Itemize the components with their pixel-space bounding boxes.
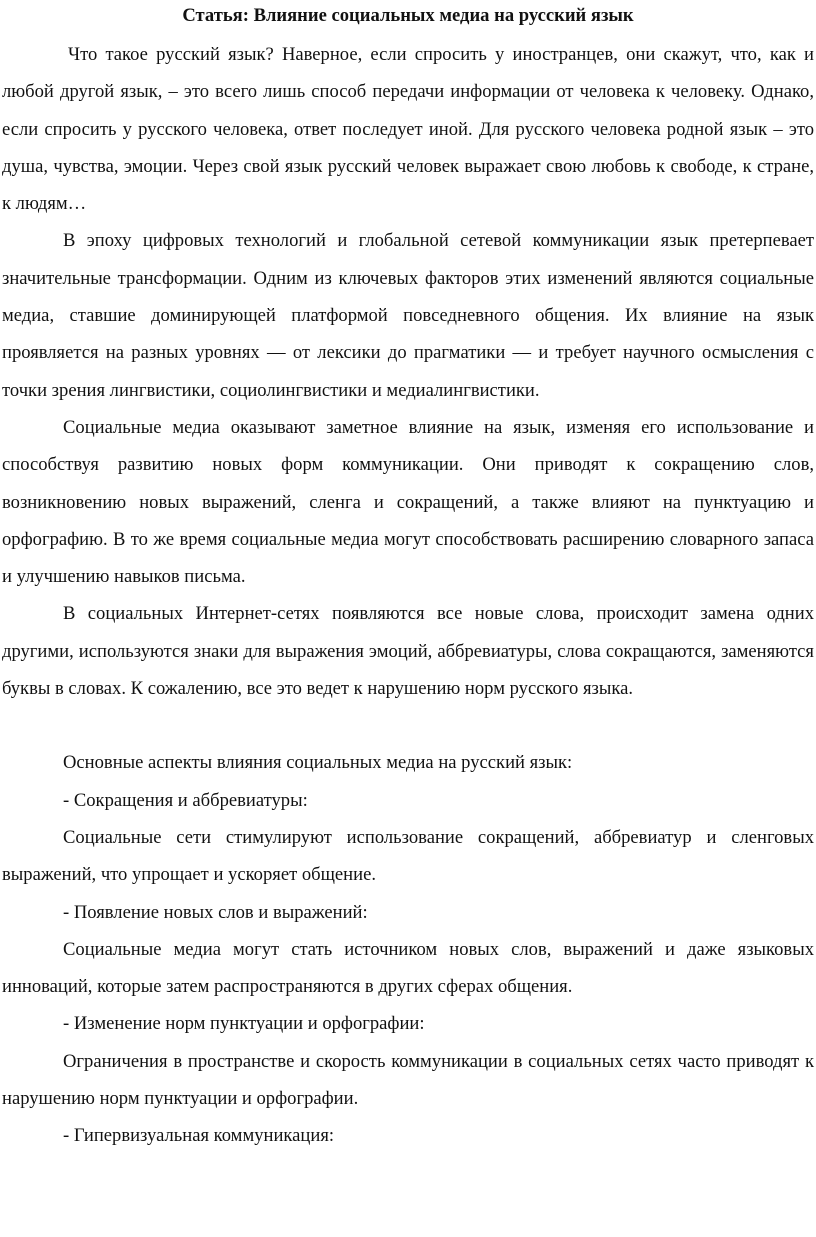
aspect-text-punctuation: Ограничения в пространстве и скорость коммуникации в социальных сетях часто приводят к нарушению норм пунктуации и орфографии. (2, 1050, 814, 1110)
paragraph-intro: Что такое русский язык? Наверное, если спросить у иностранцев, они скажут, что, как и любой другой язык, – это всего лишь способ передачи информации от человека к человеку. Однако, если спросить у русского человека, ответ последует иной. Для русского человека родной язык – это душа, чувства, эмоции. Через свой язык русский человек выражает свою любовь к свободе, к стране, к людям… (2, 44, 814, 215)
aspect-heading-hypervisual: - Гипервизуальная коммуникация: (63, 1125, 335, 1147)
aspect-heading-punctuation: - Изменение норм пунктуации и орфографии: (63, 1013, 425, 1035)
paragraph-digital-era: В эпоху цифровых технологий и глобальной сетевой коммуникации язык претерпевает значительные трансформации. Одним из ключевых факторов этих изменений являются социальные медиа, ставшие доминирующей платформой повседневного общения. Их влияние на язык проявляется на разных уровнях — от лексики до прагматики — и требует научного осмысления с точки зрения лингвистики, социолингвистики и медиалингвистики. (2, 230, 814, 401)
aspect-heading-abbreviations: - Сокращения и аббревиатуры: (63, 789, 308, 811)
aspect-heading-new-words: - Появление новых слов и выражений: (63, 901, 368, 923)
aspects-heading: Основные аспекты влияния социальных медиа на русский язык: (63, 752, 573, 774)
document-title: Статья: Влияние социальных медиа на русский язык (182, 5, 634, 26)
aspect-text-abbreviations: Социальные сети стимулируют использование сокращений, аббревиатур и сленговых выражений, что упрощает и ускоряет общение. (2, 826, 814, 886)
blank-line (2, 707, 814, 744)
paragraph-social-media-influence: Социальные медиа оказывают заметное влияние на язык, изменяя его использование и способствуя развитию новых форм коммуникации. Они приводят к сокращению слов, возникновению новых выражений, сленга и сокращений, а также влияют на пунктуацию и орфографию. В то же время социальные медиа могут способствовать расширению словарного запаса и улучшению навыков письма. (2, 416, 814, 588)
aspect-text-new-words: Социальные медиа могут стать источником новых слов, выражений и даже языковых инноваций, которые затем распространяются в других сферах общения. (2, 938, 814, 998)
paragraph-internet-networks: В социальных Интернет-сетях появляются все новые слова, происходит замена одних другими, используются знаки для выражения эмоций, аббревиатуры, слова сокращаются, заменяются буквы в словах. К сожалению, все это ведет к нарушению норм русского языка. (2, 603, 814, 700)
